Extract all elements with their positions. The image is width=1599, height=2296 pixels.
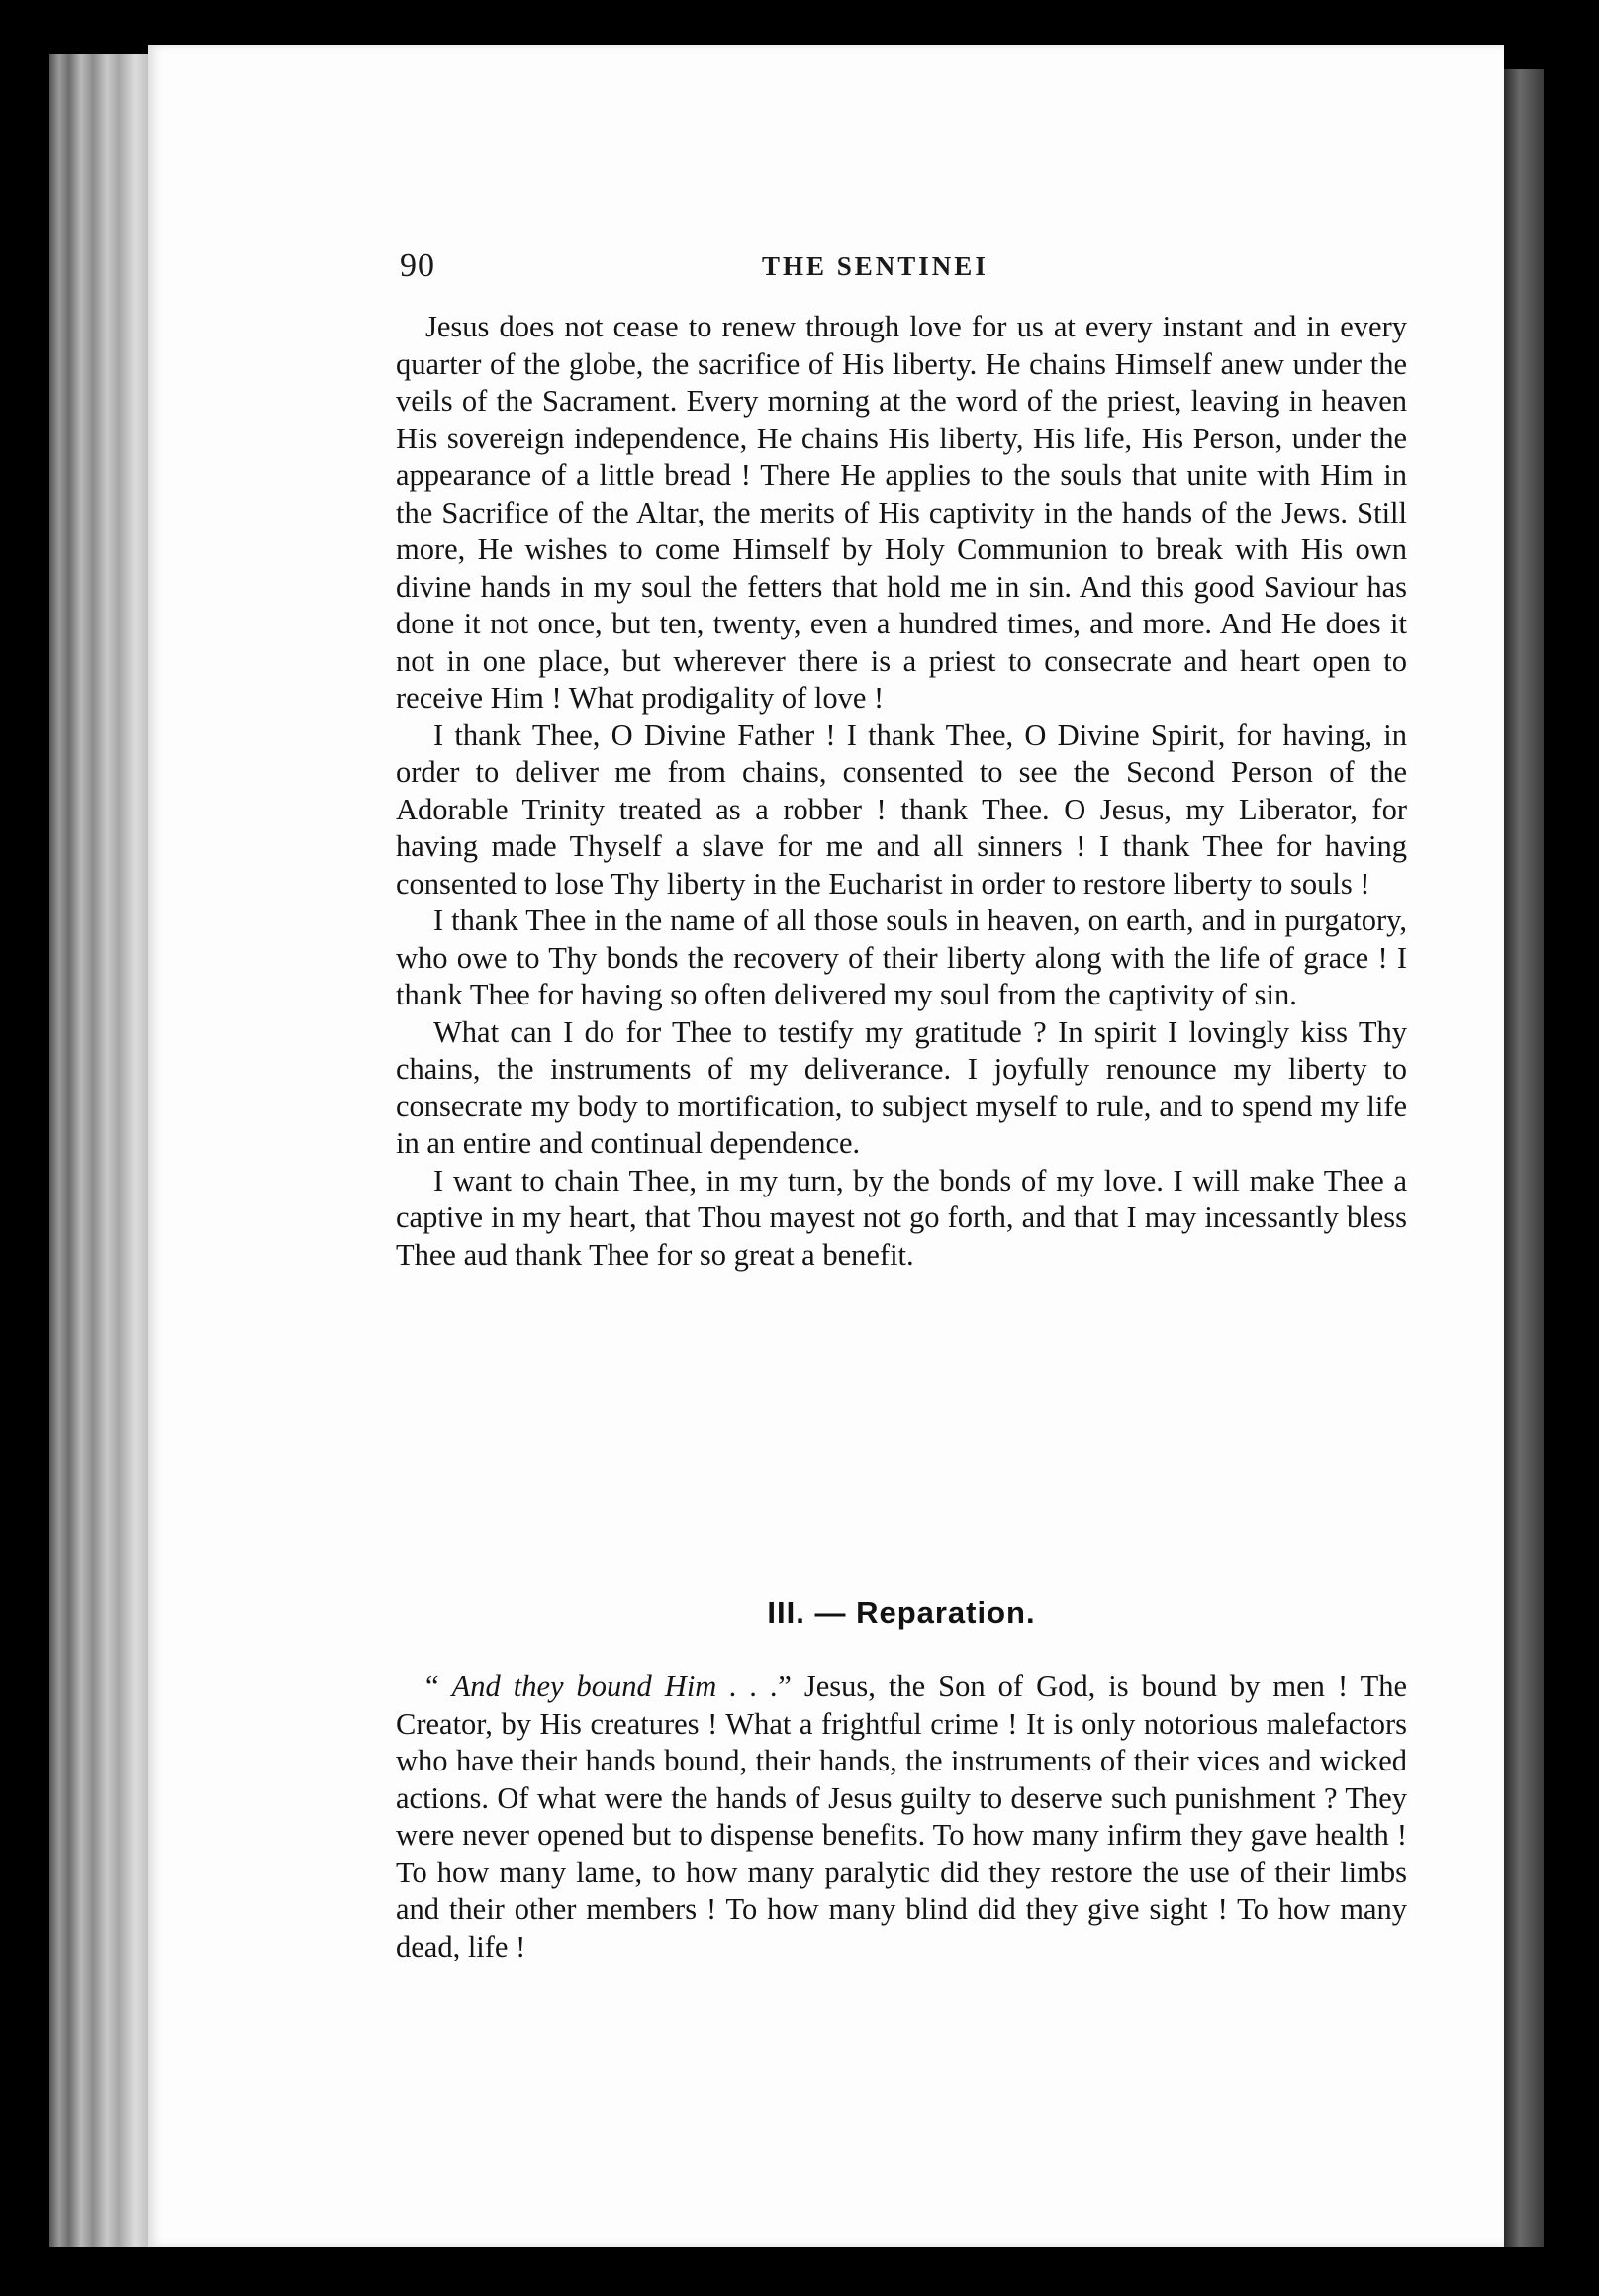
body-text <box>396 309 1407 1274</box>
paragraph: What can I do for Thee to testify my gratitude ? In spirit I lovingly kiss Thy chains, the instruments of my deliverance. I joyfully renounce my liberty to consecrate my body to mortification, to subject myself to rule, and to spend my life in an entire and continual dependence. <box>396 1014 1407 1160</box>
section-body-text <box>396 1669 1407 1965</box>
paragraph-text: Jesus, the Son of God, is bound by men ! The Creator, by His creatures ! What a frightful crime ! It is only notorious malefactors who have their hands bound, their hands, the instruments of their vices and wicked actions. Of what were the hands of Jesus guilty to deserve such punishment ? They were never opened but to dispense benefits. To how many infirm they gave health ! To how many lame, to how many paralytic did they restore the use of their limbs and their other members ! To how many blind did they give sight ! To how many dead, life ! <box>396 1670 1407 1963</box>
quote-close-mark: ” <box>778 1670 804 1703</box>
paragraph <box>396 1669 1407 1965</box>
page-number: 90 <box>400 247 435 284</box>
book-right-edge <box>1504 69 1544 2247</box>
paragraph: I thank Thee, O Divine Father ! I thank Thee, O Divine Spirit, for having, in order to deliver me from chains, consented to see the Second Person of the Adorable Trinity treated as a robber ! thank Thee. O Jesus, my Liberator, for having made Thyself a slave for me and all sinners ! I thank Thee for having consented to lose Thy liberty in the Eucharist in order to restore liberty to souls ! <box>396 718 1407 901</box>
paragraph: I thank Thee in the name of all those souls in heaven, on earth, and in purgatory, who owe to Thy bonds the recovery of their liberty along with the life of grace ! I thank Thee for having so often delivered my soul from the captivity of sin. <box>396 904 1407 1011</box>
quote-open-mark: “ <box>425 1670 452 1703</box>
paragraph: I want to chain Thee, in my turn, by the bonds of my love. I will make Thee a captive in my heart, that Thou mayest not go forth, and that I may incessantly bless Thee aud thank Thee for so great a benefit. <box>396 1163 1407 1272</box>
section-heading: III. — Reparation. <box>767 1595 1036 1630</box>
running-head: THE SENTINEI <box>762 251 988 281</box>
paragraph: Jesus does not cease to renew through love for us at every instant and in every quarter of the globe, the sacrifice of His liberty. He chains Himself anew under the veils of the Sacrament. Every morning at the word of the priest, leaving in heaven His sovereign independence, He chains His liberty, His life, His Person, under the appearance of a little bread ! There He applies to the souls that unite with Him in the Sacrifice of the Altar, the merits of His captivity in the hands of the Jews. Still more, He wishes to come Himself by Holy Communion to break with His own divine hands in my soul the fetters that hold me in sin. And this good Saviour has done it not once, but ten, twenty, even a hundred times, and more. And He does it not in one place, but wherever there is a priest to consecrate and heart open to receive Him ! What prodigality of love ! <box>396 310 1407 715</box>
scan-bottom-border <box>0 2247 1599 2296</box>
quote-italic: And they bound Him . . . <box>451 1670 779 1703</box>
